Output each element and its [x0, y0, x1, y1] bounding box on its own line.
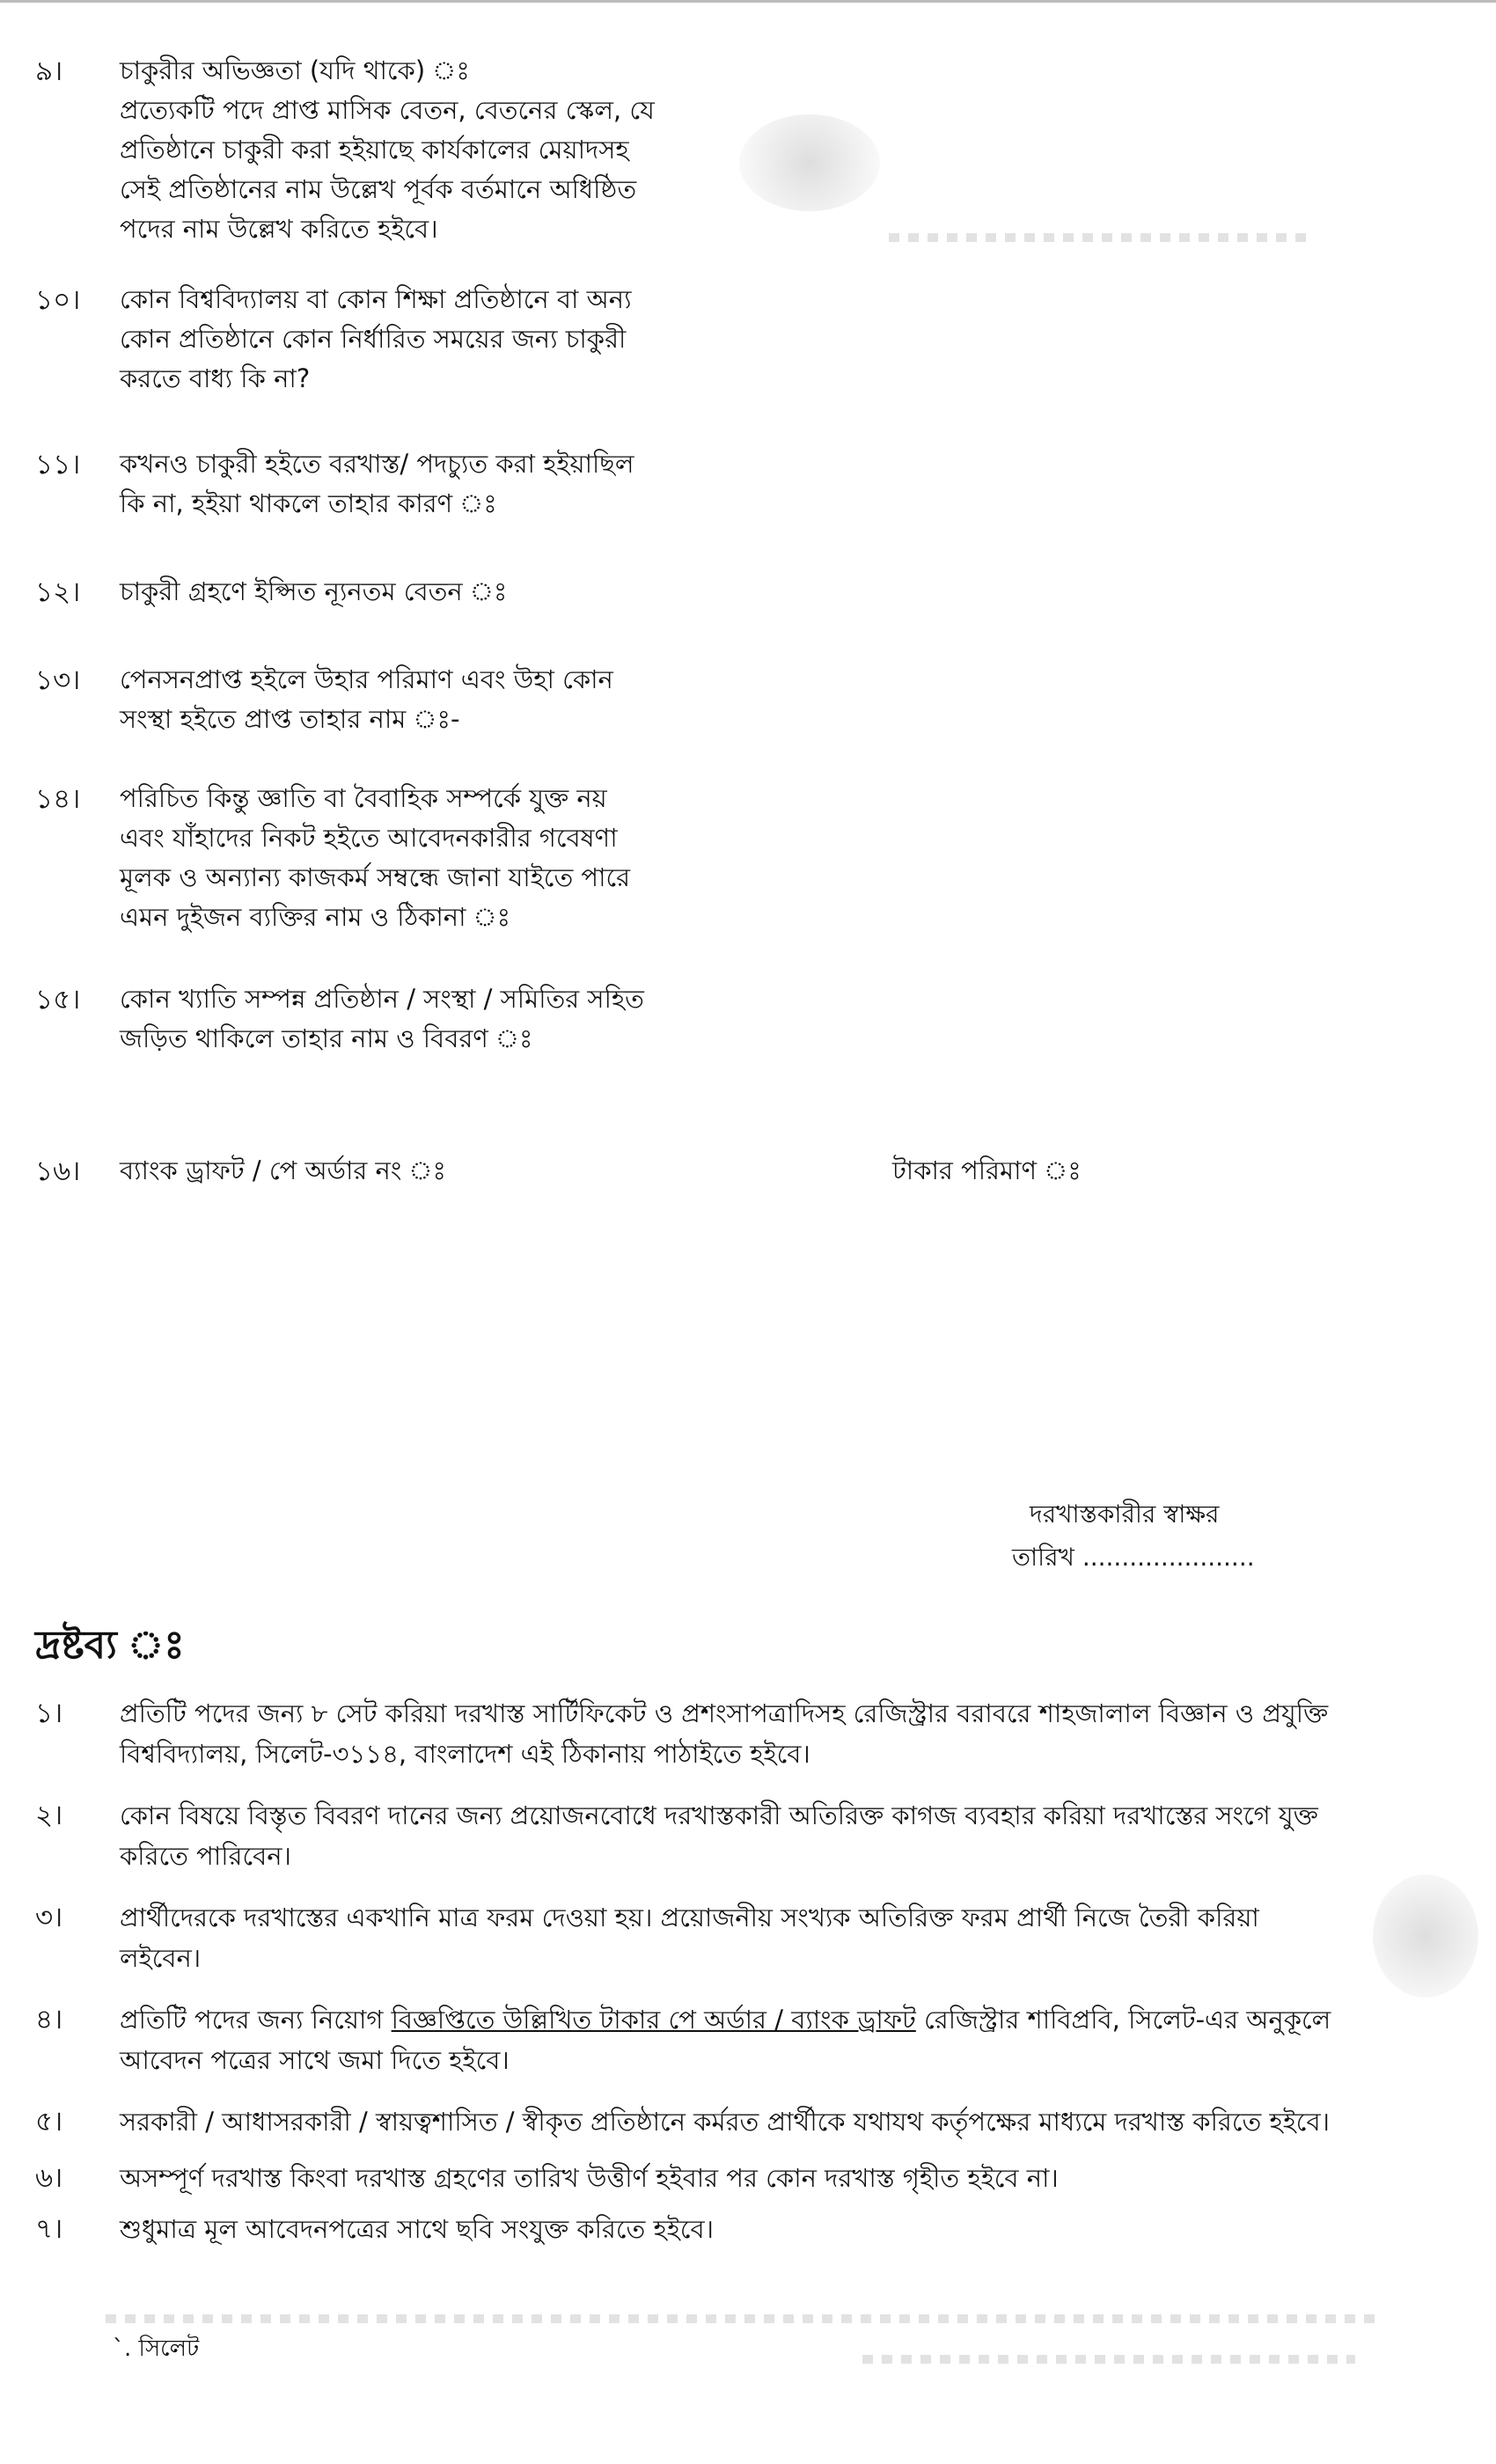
note-number: ৭। [35, 2213, 63, 2245]
date-label: তারিখ ...................... [1012, 1543, 1255, 1572]
question-number: ১০। [35, 284, 81, 316]
note-text: প্রতিটি পদের জন্য নিয়োগ বিজ্ঞপ্তিতে উল্লিখিত টাকার পে অর্ডার / ব্যাংক ড্রাফট রেজিস্ট্রার শাবিপ্রবি, সিলেট-এর অনুকূলে আবেদন পত্রের সাথে জমা দিতে হইবে। [120, 2005, 1331, 2075]
amount-label: টাকার পরিমাণ ঃ [892, 1155, 1082, 1185]
note-text: শুধুমাত্র মূল আবেদনপত্রের সাথে ছবি সংযুক্ত করিতে হইবে। [120, 2214, 714, 2244]
note-number: ১। [35, 1698, 63, 1729]
question-text: কখনও চাকুরী হইতে বরখাস্ত/ পদচ্যুত করা হইয়াছিল কি না, হইয়া থাকলে তাহার কারণ ঃ [120, 449, 634, 518]
question-number: ১৩। [35, 664, 81, 696]
note-number: ৩। [35, 1902, 63, 1933]
show-through-text [862, 2355, 1355, 2364]
question-text: পরিচিত কিন্তু জ্ঞাতি বা বৈবাহিক সম্পর্কে যুক্ত নয় এবং যাঁহাদের নিকট হইতে আবেদনকারীর গবেষণা মূলক ও অন্যান্য কাজকর্ম সম্বন্ধে জানা যাইতে পারে এমন দুইজন ব্যক্তির নাম ও ঠিকানা ঃ [120, 783, 631, 932]
note-text: অসম্পূর্ণ দরখাস্ত কিংবা দরখাস্ত গ্রহণের তারিখ উত্তীর্ণ হইবার পর কোন দরখাস্ত গৃহীত হইবে না। [120, 2163, 1059, 2193]
question-text: পেনসনপ্রাপ্ত হইলে উহার পরিমাণ এবং উহা কোন সংস্থা হইতে প্রাপ্ত তাহার নাম ঃ- [120, 664, 613, 734]
question-number: ১১। [35, 449, 81, 480]
question-text: চাকুরীর অভিজ্ঞতা (যদি থাকে) ঃ প্রত্যেকটি পদে প্রাপ্ত মাসিক বেতন, বেতনের স্কেল, যে প্রতিষ্ঠানে চাকুরী করা হইয়াছে কার্যকালের মেয়াদসহ সেই প্রতিষ্ঠানের নাম উল্লেখ পূর্বক বর্তমানে অধিষ্ঠিত পদের নাম উল্লেখ করিতে হইবে। [120, 55, 655, 244]
show-through-text [889, 233, 1311, 242]
note-number: ৬। [35, 2162, 63, 2194]
footer-location: `. সিলেট [113, 2336, 200, 2362]
question-number: ১৫। [35, 984, 81, 1016]
question-number: ১২। [35, 576, 81, 608]
note-text: কোন বিষয়ে বিস্তৃত বিবরণ দানের জন্য প্রয়োজনবোধে দরখাস্তকারী অতিরিক্ত কাগজ ব্যবহার করিয়া দরখাস্তের সংগে যুক্ত করিতে পারিবেন। [120, 1800, 1318, 1871]
note-number: ৪। [35, 2004, 63, 2035]
question-text: চাকুরী গ্রহণে ইপ্সিত ন্যূনতম বেতন ঃ [120, 576, 508, 606]
note-text: সরকারী / আধাসরকারী / স্বায়ত্বশাসিত / স্বীকৃত প্রতিষ্ঠানে কর্মরত প্রার্থীকে যথাযথ কর্তৃপক্ষের মাধ্যমে দরখাস্ত করিতে হইবে। [120, 2107, 1330, 2137]
question-text: ব্যাংক ড্রাফট / পে অর্ডার নং ঃ [120, 1155, 446, 1185]
applicant-signature-label: দরখাস্তকারীর স্বাক্ষর [1030, 1500, 1220, 1529]
question-text: কোন বিশ্ববিদ্যালয় বা কোন শিক্ষা প্রতিষ্ঠানে বা অন্য কোন প্রতিষ্ঠানে কোন নির্ধারিত সময়ের জন্য চাকুরী করতে বাধ্য কি না? [120, 284, 632, 393]
question-number: ৯। [35, 55, 63, 87]
underlined-text: বিজ্ঞপ্তিতে উল্লিখিত টাকার পে অর্ডার / ব্যাংক ড্রাফট [391, 2005, 916, 2035]
note-text: প্রার্থীদেরকে দরখাস্তের একখানি মাত্র ফরম দেওয়া হয়। প্রয়োজনীয় সংখ্যক অতিরিক্ত ফরম প্রার্থী নিজে তৈরী করিয়া লইবেন। [120, 1903, 1259, 1973]
show-through-text [106, 2314, 1382, 2323]
question-text: কোন খ্যাতি সম্পন্ন প্রতিষ্ঠান / সংস্থা / সমিতির সহিত জড়িত থাকিলে তাহার নাম ও বিবরণ ঃ [120, 984, 644, 1053]
scan-smudge [1373, 1874, 1478, 1998]
question-number: ১৪। [35, 783, 81, 815]
note-number: ২। [35, 1800, 63, 1831]
notes-heading: দ্রষ্টব্য ঃ [35, 1623, 185, 1668]
note-number: ৫। [35, 2106, 63, 2138]
top-edge-rule [0, 0, 1496, 3]
question-number: ১৬। [35, 1155, 81, 1187]
note-text: প্রতিটি পদের জন্য ৮ সেট করিয়া দরখাস্ত সার্টিফিকেট ও প্রশংসাপত্রাদিসহ রেজিস্ট্রার বরাবরে শাহজালাল বিজ্ঞান ও প্রযুক্তি বিশ্ববিদ্যালয়, সিলেট-৩১১৪, বাংলাদেশ এই ঠিকানায় পাঠাইতে হইবে। [120, 1698, 1329, 1769]
scan-smudge [739, 114, 880, 211]
